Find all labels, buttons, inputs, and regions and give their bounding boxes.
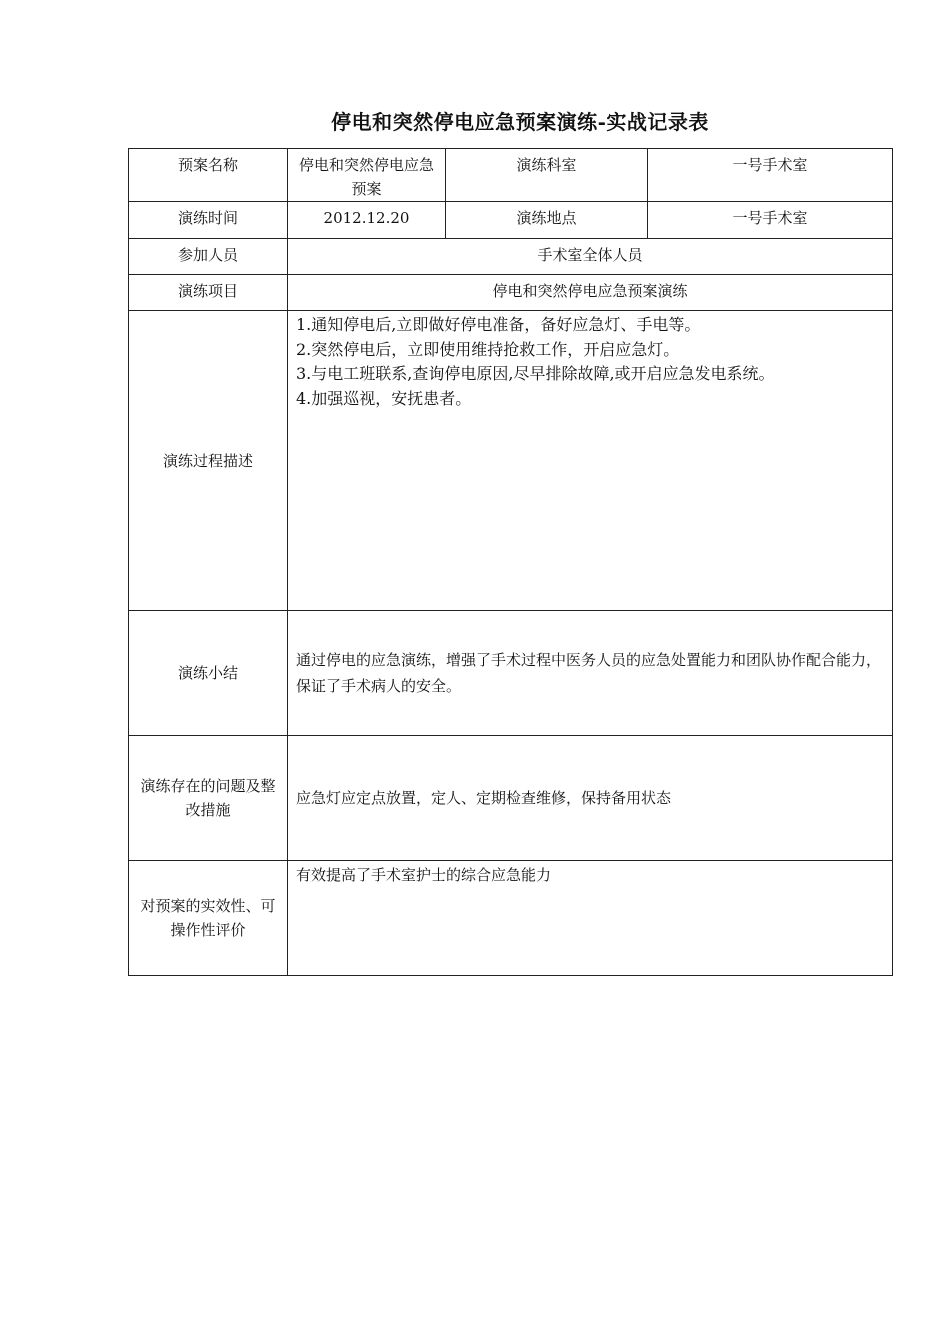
table-row [129, 611, 893, 736]
plan-name-label: 预案名称 [129, 149, 288, 202]
table-row [129, 311, 893, 611]
process-steps [288, 311, 893, 611]
project-value: 停电和突然停电应急预案演练 [288, 275, 893, 311]
table-row [129, 736, 893, 861]
participants-value: 手术室全体人员 [288, 239, 893, 275]
plan-name-value: 停电和突然停电应急预案 [288, 149, 446, 202]
evaluation-value: 有效提高了手术室护士的综合应急能力 [288, 861, 893, 976]
process-step: 1.通知停电后,立即做好停电准备，备好应急灯、手电等。 [296, 315, 701, 334]
department-label: 演练科室 [446, 149, 648, 202]
project-label: 演练项目 [129, 275, 288, 311]
issues-value: 应急灯应定点放置，定人、定期检查维修，保持备用状态 [288, 736, 893, 861]
summary-label: 演练小结 [129, 611, 288, 736]
time-value: 2012.12.20 [288, 202, 446, 239]
process-step: 2.突然停电后，立即使用维持抢救工作，开启应急灯。 [296, 339, 680, 359]
evaluation-label: 对预案的实效性、可操作性评价 [129, 861, 288, 976]
process-step: 3.与电工班联系,查询停电原因,尽早排除故障,或开启应急发电系统。 [296, 364, 775, 383]
department-value: 一号手术室 [648, 149, 893, 202]
page-title: 停电和突然停电应急预案演练-实战记录表 [331, 110, 709, 134]
table-row [129, 149, 893, 202]
participants-label: 参加人员 [129, 239, 288, 275]
location-label: 演练地点 [446, 202, 648, 239]
table-row [129, 239, 893, 275]
summary-value: 通过停电的应急演练，增强了手术过程中医务人员的应急处置能力和团队协作配合能力，保证了手术病人的安全。 [288, 611, 893, 736]
process-label: 演练过程描述 [129, 311, 288, 611]
table-row [129, 275, 893, 311]
process-step: 4.加强巡视，安抚患者。 [296, 388, 472, 408]
location-value: 一号手术室 [648, 202, 893, 239]
issues-label: 演练存在的问题及整改措施 [129, 736, 288, 861]
drill-record-table [128, 148, 893, 976]
table-row [129, 861, 893, 976]
time-label: 演练时间 [129, 202, 288, 239]
table-row [129, 202, 893, 239]
